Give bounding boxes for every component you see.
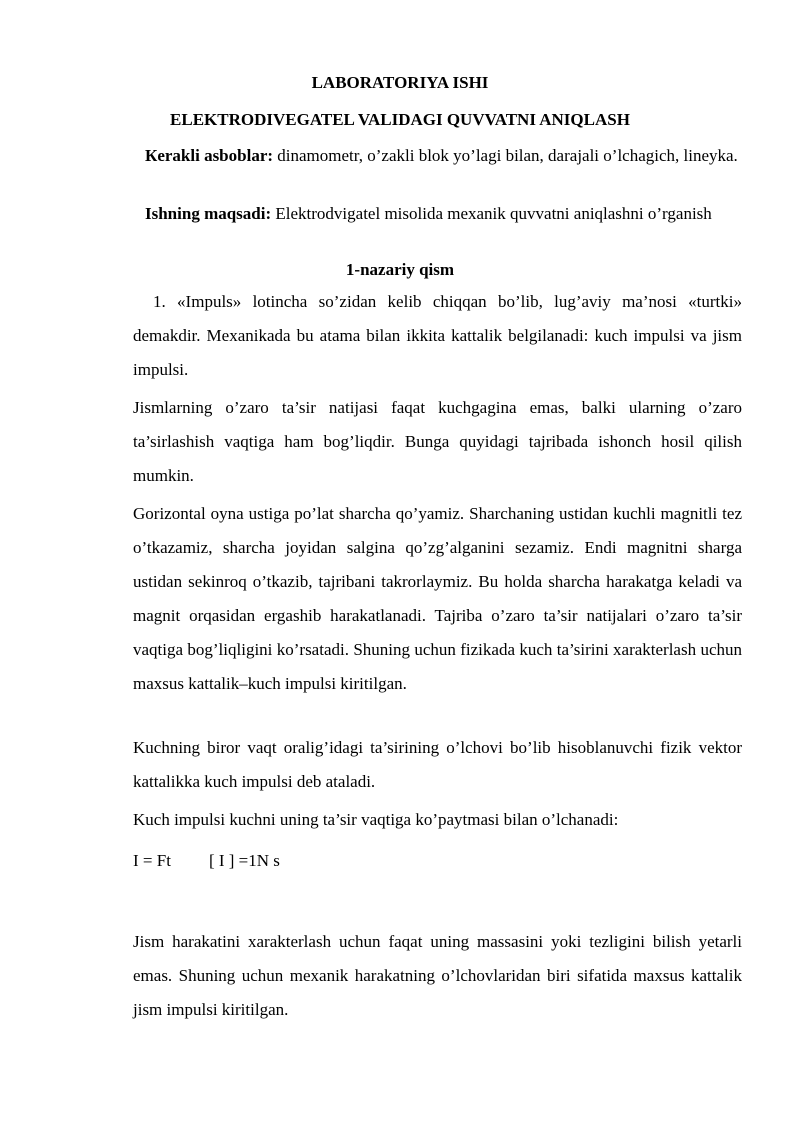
formula-equation: I = Ft: [133, 851, 171, 870]
goal-paragraph: [115, 200, 742, 227]
section-title: 1-nazariy qism: [345, 260, 455, 279]
paragraph-experiment: Gorizontal oyna ustiga po’lat sharcha qo’yamiz. Sharchaning ustidan kuchli magnitli tez o’tkazamiz, sharcha joyidan salgina qo’zg’alganini sezamiz. Endi magnitni sharga ustidan sekinroq o’tkazib, tajribani takrorlaymiz. Bu holda sharcha harakatga keladi va magnit orqasidan ergashib harakatlanadi. Tajriba o’zaro ta’sir natijalari o’zaro ta’sir vaqtiga bog’liqligini ko’rsatadi. Shuning uchun fizikada kuch ta’sirini xarakterlash uchun maxsus kattalik–kuch impulsi kiritilgan.: [133, 504, 742, 693]
paragraph-impulse-definition: 1. «Impuls» lotincha so’zidan kelib chiqqan bo’lib, lug’aviy ma’nosi «turtki» demakdir. Mexanikada bu atama bilan ikkita kattalik belgilanadi: kuch impulsi va jism impulsi.: [133, 292, 742, 379]
formula-line: [133, 844, 280, 878]
paragraph-interaction: Jismlarning o’zaro ta’sir natijasi faqat kuchgagina emas, balki ularning o’zaro ta’sirlashish vaqtiga ham bog’liqdir. Bunga quyidagi tajribada ishonch hosil qilish mumkin.: [133, 398, 742, 485]
formula-unit: [ I ] =1N s: [208, 851, 280, 870]
paragraph-force-impulse: Kuchning biror vaqt oralig’idagi ta’sirining o’lchovi bo’lib hisoblanuvchi fizik vektor kattalikka kuch impulsi deb ataladi.: [133, 738, 742, 791]
goal-text: Elektrodvigatel misolida mexanik quvvatni aniqlashni o’rganish: [275, 204, 712, 223]
document-subtitle: ELEKTRODIVEGATEL VALIDAGI QUVVATNI ANIQLASH: [170, 110, 630, 129]
tools-paragraph: [115, 142, 742, 169]
tools-label: Кerakli asboblar:: [145, 146, 274, 165]
paragraph-measurement: Kuch impulsi kuchni uning ta’sir vaqtiga ko’paytmasi bilan o’lchanadi:: [133, 810, 619, 829]
tools-text: dinamometr, o’zakli blok yo’lagi bilan, darajali o’lchagich, lineyka.: [277, 146, 738, 165]
paragraph-body-impulse: Jism harakatini xarakterlash uchun faqat uning massasini yoki tezligini bilish yetarli emas. Shuning uchun mexanik harakatning o’lchovlaridan biri sifatida maxsus kattalik jism impulsi kiritilgan.: [133, 932, 742, 1019]
lab-title: LABORATORIYA ISHI: [311, 73, 489, 92]
goal-label: Ishning maqsadi:: [145, 204, 272, 223]
